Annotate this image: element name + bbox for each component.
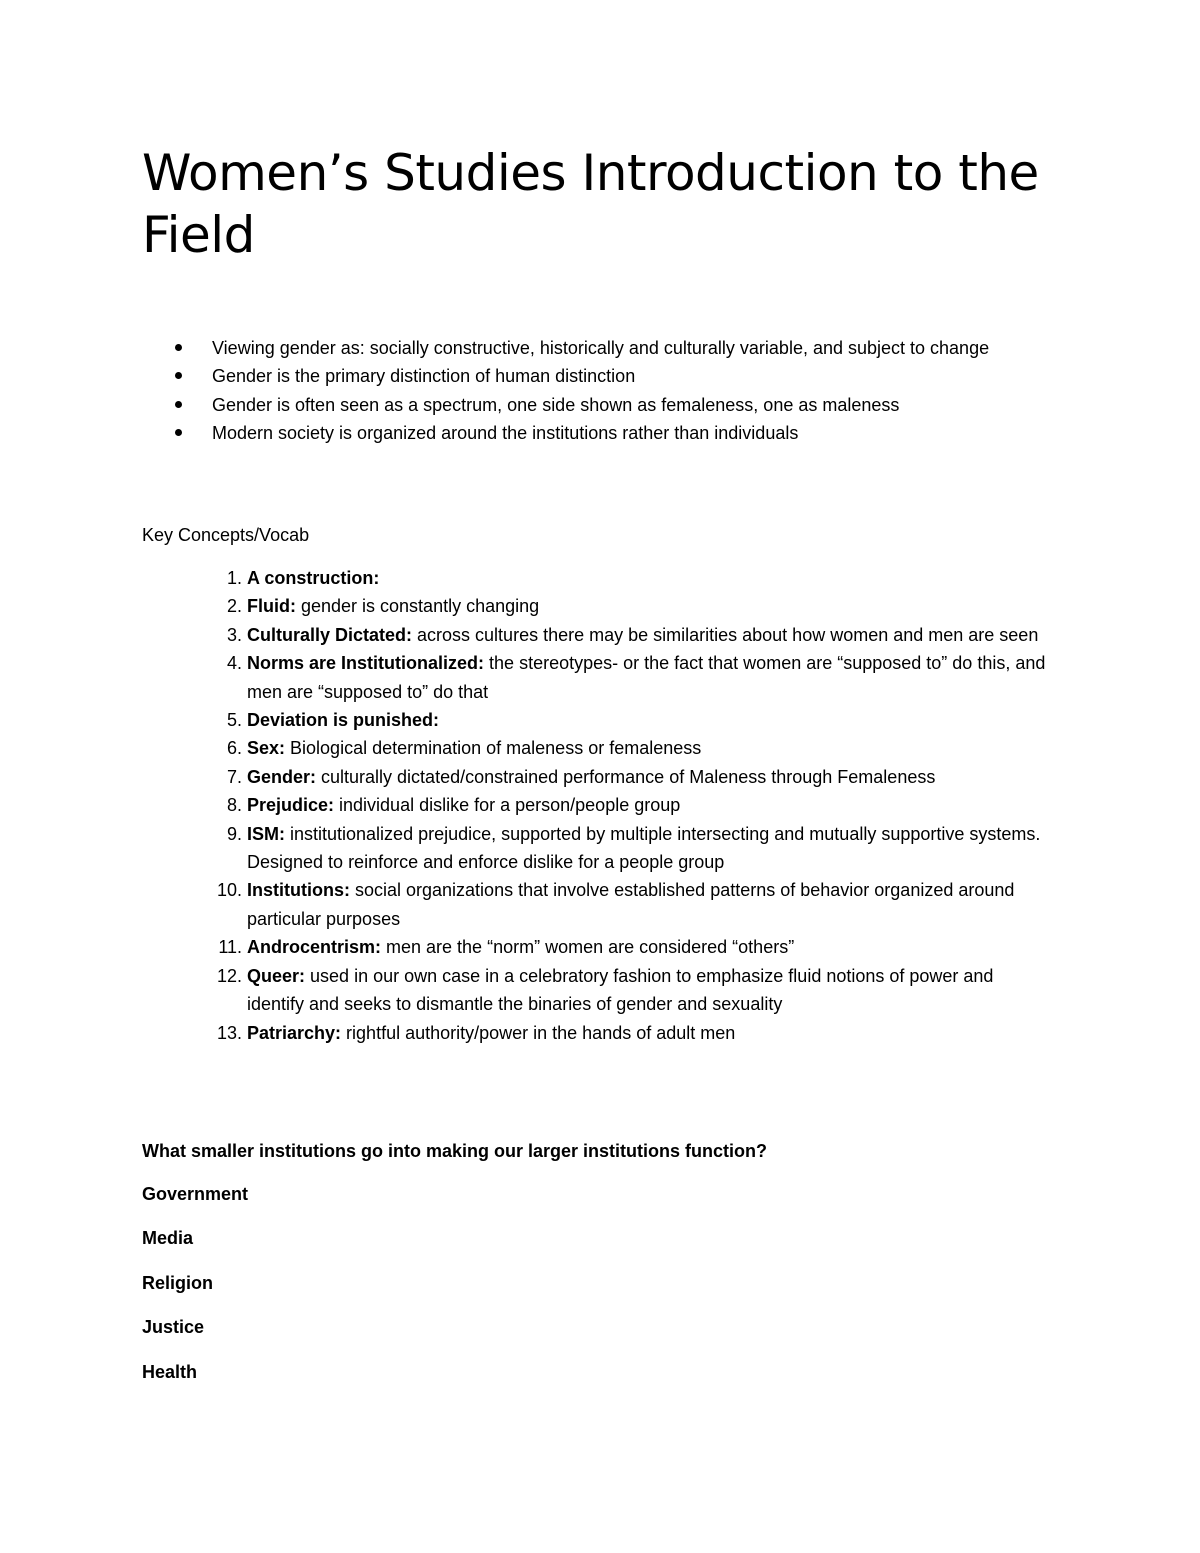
concept-number: 6. xyxy=(226,738,242,759)
concept-term: Queer: xyxy=(247,965,306,986)
bullet-dot-icon xyxy=(175,429,182,436)
concept-definition: used in our own case in a celebratory fashion to emphasize fluid notions of power and identify and seeks to dismantle the binaries of gender and sexuality xyxy=(247,965,994,1015)
institutions-question: What smaller institutions go into making our larger institutions function? xyxy=(142,1141,768,1161)
key-concepts-list xyxy=(142,564,1052,1047)
concept-number: 2. xyxy=(226,596,242,617)
concept-item xyxy=(142,592,1052,620)
concept-definition: culturally dictated/constrained performance of Maleness through Femaleness xyxy=(316,766,936,787)
institutions-list xyxy=(142,1180,248,1402)
concept-definition: social organizations that involve established patterns of behavior organized around particular purposes xyxy=(247,880,1015,929)
institution-item: Media xyxy=(142,1228,194,1249)
concept-definition: across cultures there may be similarities about how women and men are seen xyxy=(412,624,1039,645)
bullet-item xyxy=(142,334,1042,362)
concept-number: 3. xyxy=(226,624,242,645)
concept-item xyxy=(142,962,1052,1019)
concept-term: Sex: xyxy=(247,738,286,759)
concept-term: Gender: xyxy=(247,766,317,787)
institution-item: Government xyxy=(142,1184,249,1204)
concept-number: 5. xyxy=(226,710,242,731)
concept-number: 10. xyxy=(216,880,242,901)
key-concepts-heading: Key Concepts/Vocab xyxy=(142,525,310,545)
concept-term: Deviation is punished: xyxy=(247,710,440,731)
institution-item: Religion xyxy=(142,1272,213,1293)
concept-definition: Biological determination of maleness or femaleness xyxy=(285,738,702,759)
bullet-text: Gender is the primary distinction of human distinction xyxy=(212,366,636,387)
bullet-text: Viewing gender as: socially constructive, historically and culturally variable, and subject to change xyxy=(212,338,990,358)
concept-definition: the stereotypes- or the fact that women are “supposed to” do this, and men are “supposed to” do that xyxy=(247,653,1046,702)
concept-number: 13. xyxy=(216,1022,242,1043)
bullet-dot-icon xyxy=(175,344,182,351)
bullet-text: Modern society is organized around the institutions rather than individuals xyxy=(212,423,799,444)
concept-item xyxy=(142,933,1052,961)
bullet-item xyxy=(142,362,1042,390)
concept-item xyxy=(142,706,1052,734)
concept-item xyxy=(142,621,1052,649)
institution-item: Health xyxy=(142,1361,198,1382)
institution-item: Justice xyxy=(142,1317,205,1338)
concept-term: Prejudice: xyxy=(247,795,335,816)
concept-item xyxy=(142,791,1052,819)
concept-item xyxy=(142,820,1052,877)
concept-term: Androcentrism: xyxy=(247,937,382,958)
bullet-text: Gender is often seen as a spectrum, one side shown as femaleness, one as maleness xyxy=(212,394,900,415)
concept-number: 7. xyxy=(226,766,242,787)
concept-number: 9. xyxy=(226,823,242,844)
concept-term: ISM: xyxy=(247,823,285,844)
concept-term: Culturally Dictated: xyxy=(247,624,413,645)
concept-definition: gender is constantly changing xyxy=(295,596,540,617)
bullet-item xyxy=(142,419,1042,447)
concept-item xyxy=(142,1019,1052,1047)
concept-number: 11. xyxy=(218,937,242,958)
concept-item xyxy=(142,564,1052,592)
concept-term: Patriarchy: xyxy=(247,1022,342,1043)
concept-item xyxy=(142,649,1052,706)
concept-term: Norms are Institutionalized: xyxy=(247,653,485,674)
concept-definition: individual dislike for a person/people group xyxy=(334,795,681,816)
bullet-item xyxy=(142,391,1042,419)
concept-definition: men are the “norm” women are considered “others” xyxy=(381,937,795,958)
concept-number: 1. xyxy=(226,568,242,588)
concept-definition: institutionalized prejudice, supported by multiple intersecting and mutually supportive systems. Designed to reinforce and enforce dislike for a people group xyxy=(247,823,1041,873)
concept-item xyxy=(142,763,1052,791)
concept-number: 8. xyxy=(226,795,242,816)
concept-term: A construction: xyxy=(247,568,380,588)
concept-term: Fluid: xyxy=(247,596,296,617)
intro-bullet-list xyxy=(142,334,1042,448)
concept-definition: rightful authority/power in the hands of adult men xyxy=(341,1022,736,1043)
concept-number: 4. xyxy=(226,653,242,674)
concept-item xyxy=(142,734,1052,762)
document-title: Women’s Studies Introduction to the Field xyxy=(142,144,1039,264)
concept-number: 12. xyxy=(216,965,242,986)
bullet-dot-icon xyxy=(175,401,182,408)
concept-term: Institutions: xyxy=(247,880,350,901)
bullet-dot-icon xyxy=(175,372,182,379)
concept-item xyxy=(142,876,1052,933)
